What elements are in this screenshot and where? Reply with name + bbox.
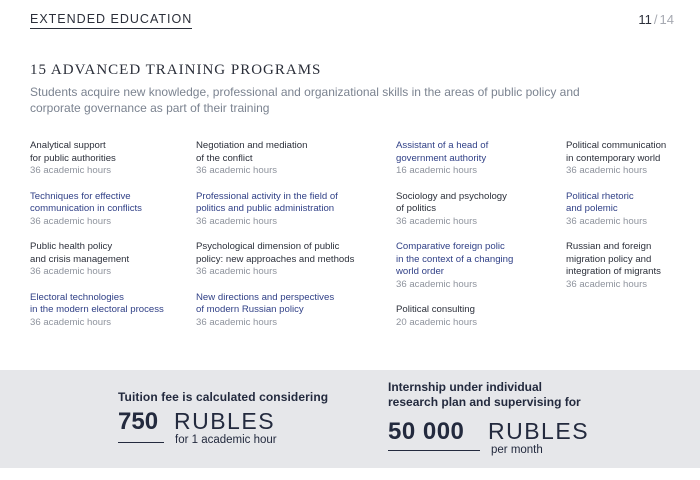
program-hours: 36 academic hours	[196, 165, 278, 176]
program-name-line: of the conflict	[196, 152, 253, 164]
program-name-line: Psychological dimension of public	[196, 241, 340, 252]
page-separator: /	[653, 12, 658, 27]
program-item	[566, 241, 696, 291]
program-hours: 36 academic hours	[396, 278, 478, 290]
program-name-line: of modern Russian policy	[196, 304, 304, 315]
program-item	[566, 191, 696, 229]
program-column	[196, 140, 376, 342]
program-item	[196, 191, 376, 229]
program-name-line: Political communication	[566, 140, 667, 151]
internship-period: per month	[491, 444, 543, 456]
program-hours: 16 academic hours	[396, 165, 478, 176]
program-hours: 36 academic hours	[196, 266, 278, 277]
program-name-line: Public health policy	[30, 241, 113, 252]
internship-caption: Internship under individual research plan and supervising for	[388, 380, 581, 409]
program-name-line: world order	[396, 266, 444, 277]
program-name-line: in the modern electoral process	[30, 304, 164, 315]
internship-amount: 50 000	[388, 418, 465, 445]
section-subtitle: Students acquire new knowledge, professional and organizational skills in the areas of public policy and corporate governance as part of their training	[30, 85, 580, 115]
tuition-fee-price	[118, 404, 328, 446]
program-item	[196, 292, 376, 330]
program-name-line: Assistant of a head of	[396, 140, 489, 151]
tuition-fee-divider	[118, 442, 164, 443]
program-name-line: Russian and foreign	[566, 241, 652, 252]
program-item	[30, 241, 190, 279]
section-title: 15 ADVANCED TRAINING PROGRAMS	[30, 62, 322, 78]
internship-divider	[388, 450, 480, 451]
program-name-line: migration policy and	[566, 253, 652, 265]
program-hours: 36 academic hours	[566, 165, 648, 176]
program-name-line: in the context of a changing	[396, 253, 514, 265]
program-hours: 20 academic hours	[396, 316, 478, 328]
program-name-line: integration of migrants	[566, 266, 661, 277]
program-name-line: and polemic	[566, 203, 618, 214]
program-name-line: Political consulting	[396, 304, 475, 315]
program-hours: 36 academic hours	[196, 215, 278, 227]
program-item	[196, 140, 376, 178]
tuition-fee-block	[118, 390, 328, 446]
program-column	[396, 140, 556, 342]
page-total: 14	[659, 12, 674, 27]
internship-block	[388, 380, 588, 458]
program-item	[396, 304, 556, 329]
program-name-line: of politics	[396, 203, 436, 214]
tuition-fee-caption: Tuition fee is calculated considering	[118, 390, 329, 404]
program-hours: 36 academic hours	[30, 165, 112, 176]
program-hours: 36 academic hours	[396, 215, 478, 227]
program-hours: 36 academic hours	[30, 316, 112, 328]
program-column	[30, 140, 190, 342]
program-name-line: Techniques for effective	[30, 190, 131, 202]
program-name-line: Political rhetoric	[566, 190, 634, 202]
program-hours: 36 academic hours	[566, 278, 648, 290]
program-item	[396, 191, 556, 229]
program-item	[30, 191, 190, 229]
pricing-band	[0, 370, 700, 468]
program-name-line: Negotiation and mediation	[196, 140, 308, 151]
tuition-fee-period: for 1 academic hour	[175, 434, 277, 446]
program-column	[566, 140, 696, 304]
page-current: 11	[638, 12, 652, 27]
program-hours: 36 academic hours	[196, 316, 278, 328]
program-name-line: communication in conflicts	[30, 203, 142, 214]
program-item	[566, 140, 696, 178]
program-name-line: for public authorities	[30, 152, 116, 164]
program-name-line: Professional activity in the field of	[196, 190, 338, 202]
internship-price	[388, 414, 588, 458]
program-item	[396, 241, 556, 291]
program-item	[196, 241, 376, 279]
program-item	[30, 292, 190, 330]
program-name-line: in contemporary world	[566, 152, 661, 164]
program-name-line: Sociology and psychology	[396, 190, 507, 202]
header-title: EXTENDED EDUCATION	[30, 12, 192, 29]
internship-currency: RUBLES	[488, 418, 590, 444]
program-hours: 36 academic hours	[566, 215, 648, 227]
program-hours: 36 academic hours	[30, 215, 112, 227]
program-name-line: government authority	[396, 152, 487, 164]
program-name-line: New directions and perspectives	[196, 291, 335, 303]
program-name-line: Electoral technologies	[30, 291, 124, 303]
program-name-line: politics and public administration	[196, 203, 335, 214]
program-hours: 36 academic hours	[30, 266, 112, 277]
program-item	[30, 140, 190, 178]
program-name-line: and crisis management	[30, 253, 130, 265]
program-name-line: Analytical support	[30, 140, 106, 151]
program-name-line: Comparative foreign polic	[396, 241, 505, 252]
page-indicator	[638, 12, 674, 27]
tuition-fee-currency: RUBLES	[174, 408, 276, 434]
tuition-fee-amount: 750	[118, 408, 159, 435]
program-name-line: policy: new approaches and methods	[196, 253, 355, 265]
program-item	[396, 140, 556, 178]
